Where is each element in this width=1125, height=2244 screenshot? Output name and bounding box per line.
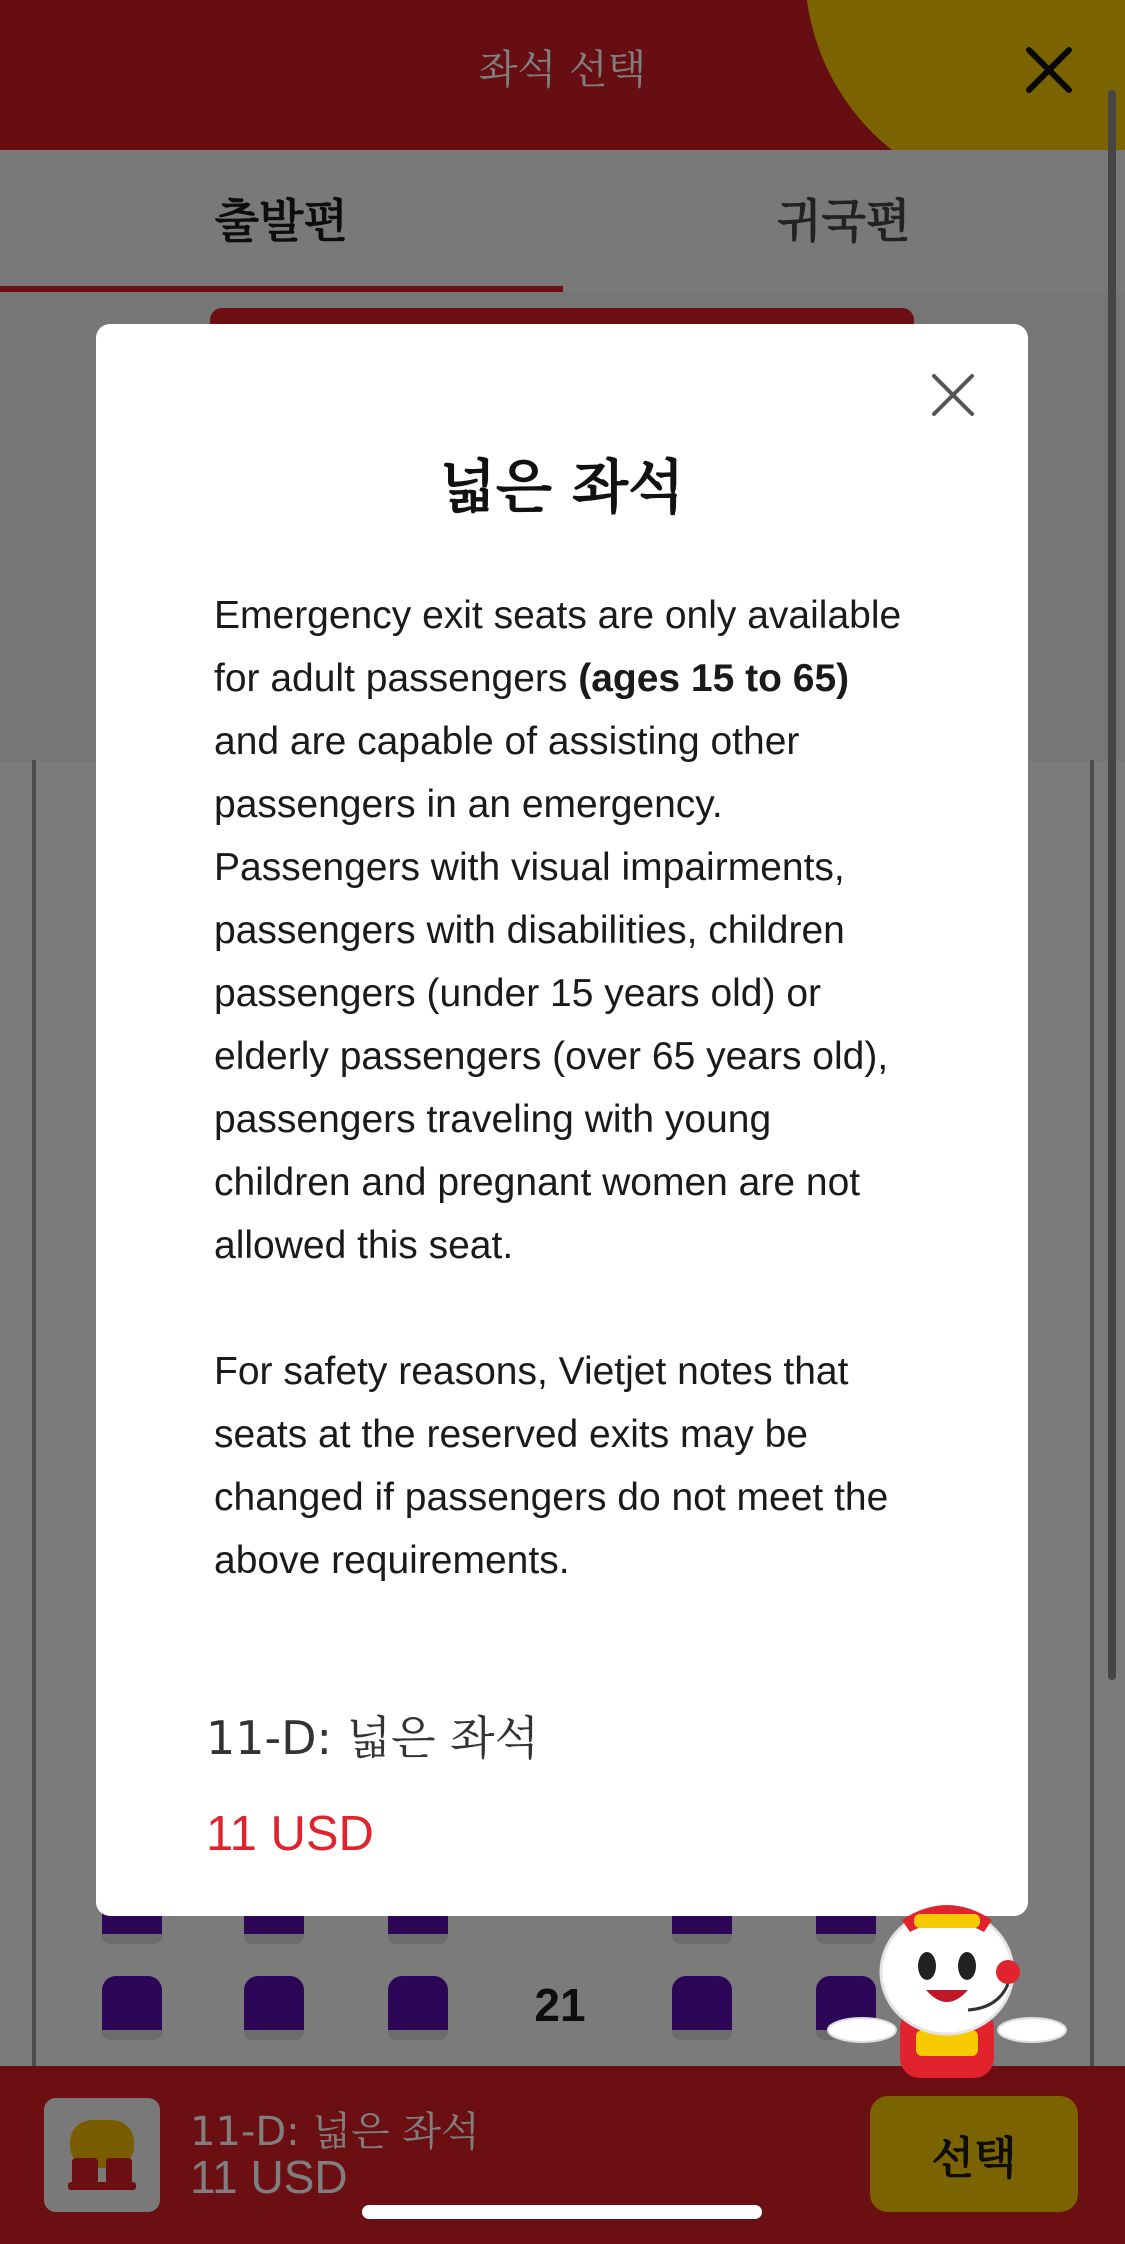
home-indicator: [362, 2205, 762, 2219]
dialog-title: 넓은 좌석: [439, 453, 685, 521]
close-icon[interactable]: [928, 370, 978, 420]
dialog-text: Emergency exit seats are only available for adult passengers: [214, 594, 902, 700]
dialog-seat-label: 11-D: 넓은 좌석: [206, 1711, 540, 1765]
dialog-seat-price: 11 USD: [206, 1807, 374, 1861]
mascot-icon[interactable]: [822, 1880, 1072, 2090]
dialog-paragraph: [214, 584, 914, 1277]
seat-info-dialog: [96, 324, 1028, 1916]
dialog-body: [214, 584, 914, 1655]
dialog-paragraph: For safety reasons, Vietjet notes that seats at the reserved exits may be changed if passengers do not meet the above requirements.: [214, 1350, 889, 1582]
dialog-text: and are capable of assisting other passengers in an emergency. Passengers with visual impairments, passengers with disabilities, children passengers (under 15 years old) or elderly passengers (over 65 years old), passengers traveling with young children and pregnant women are not allowed this seat.: [214, 720, 889, 1267]
dialog-text-bold: (ages 15 to 65): [578, 657, 850, 700]
